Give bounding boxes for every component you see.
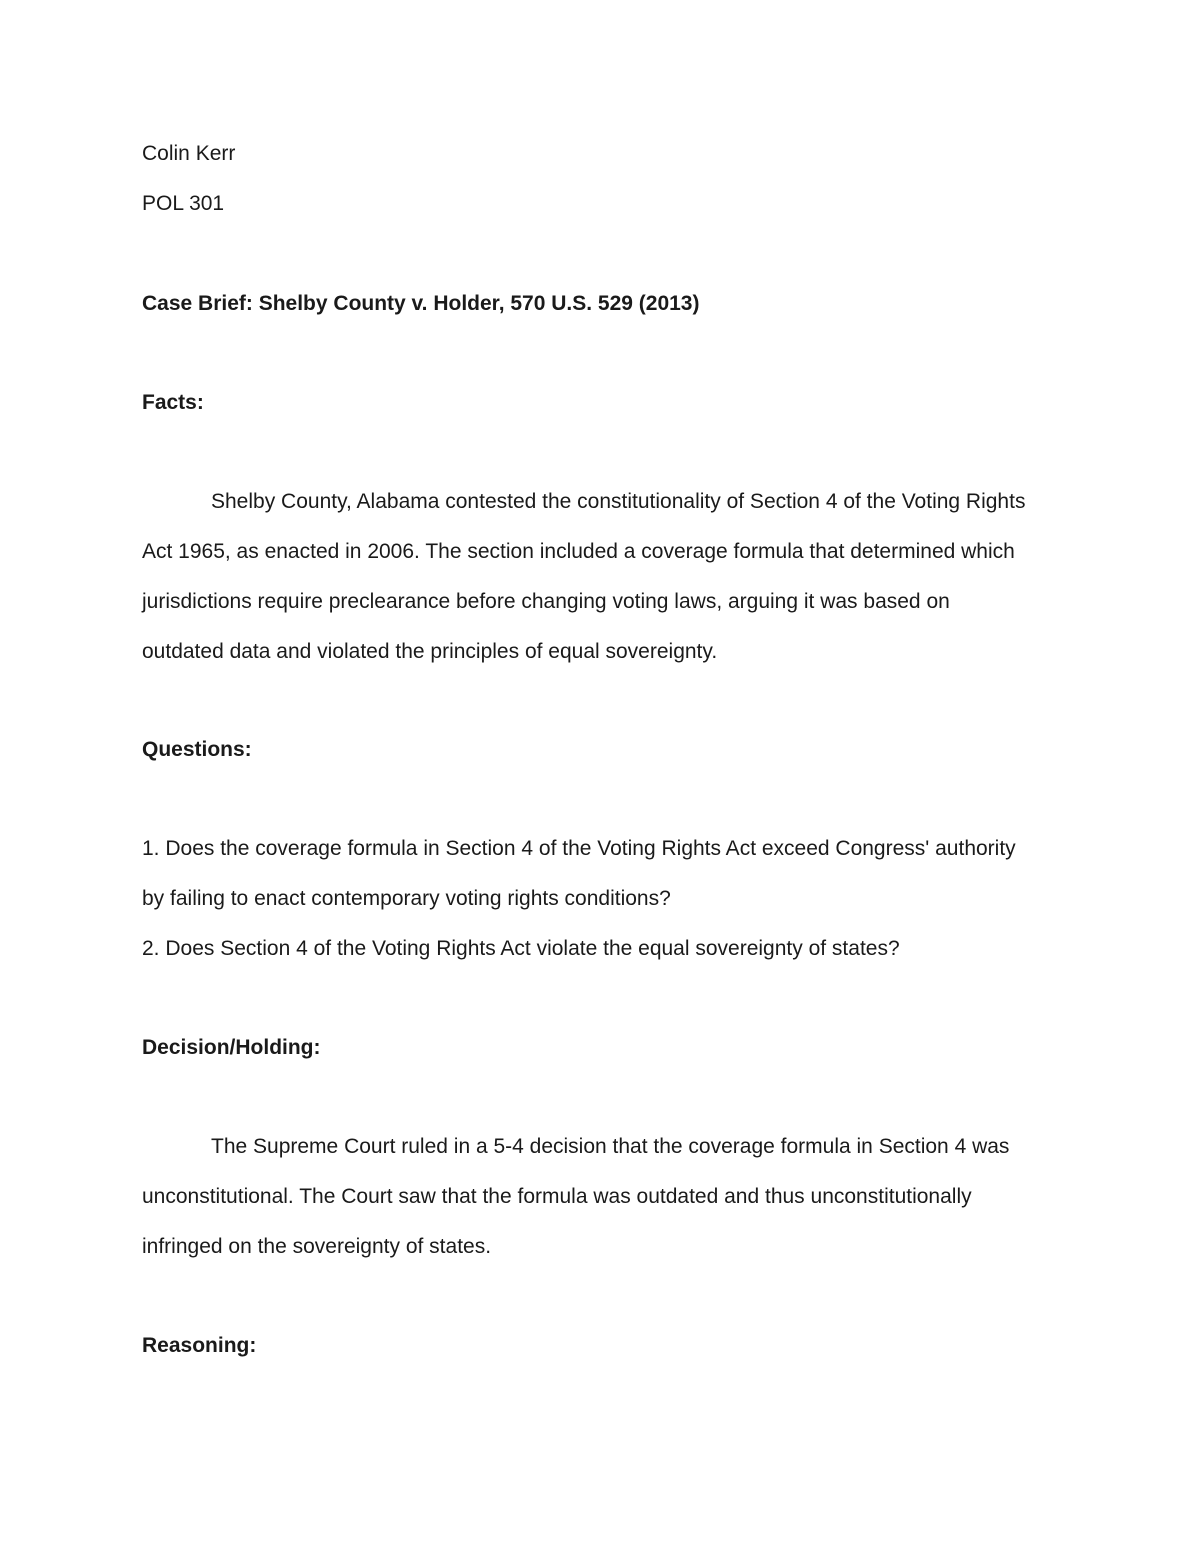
decision-heading: Decision/Holding: <box>142 1036 321 1059</box>
question-line: by failing to enact contemporary voting rights conditions? <box>142 887 671 910</box>
facts-line: outdated data and violated the principles of equal sovereignty. <box>142 640 718 663</box>
facts-line: Shelby County, Alabama contested the constitutionality of Section 4 of the Voting Rights <box>211 490 1026 513</box>
questions-heading: Questions: <box>142 738 252 761</box>
question-line: 2. Does Section 4 of the Voting Rights Act violate the equal sovereignty of states? <box>142 937 900 960</box>
course-code: POL 301 <box>142 192 225 215</box>
decision-line: The Supreme Court ruled in a 5-4 decision that the coverage formula in Section 4 was <box>211 1135 1010 1158</box>
document-title: Case Brief: Shelby County v. Holder, 570 U.S. 529 (2013) <box>142 292 700 315</box>
author-name: Colin Kerr <box>142 142 236 165</box>
decision-line: infringed on the sovereignty of states. <box>142 1235 492 1258</box>
facts-heading: Facts: <box>142 391 204 414</box>
reasoning-heading: Reasoning: <box>142 1334 257 1357</box>
facts-line: jurisdictions require preclearance before changing voting laws, arguing it was based on <box>142 590 950 613</box>
question-line: 1. Does the coverage formula in Section 4 of the Voting Rights Act exceed Congress' authority <box>142 837 1016 860</box>
decision-line: unconstitutional. The Court saw that the formula was outdated and thus unconstitutionally <box>142 1185 972 1208</box>
facts-line: Act 1965, as enacted in 2006. The section included a coverage formula that determined which <box>142 540 1015 563</box>
